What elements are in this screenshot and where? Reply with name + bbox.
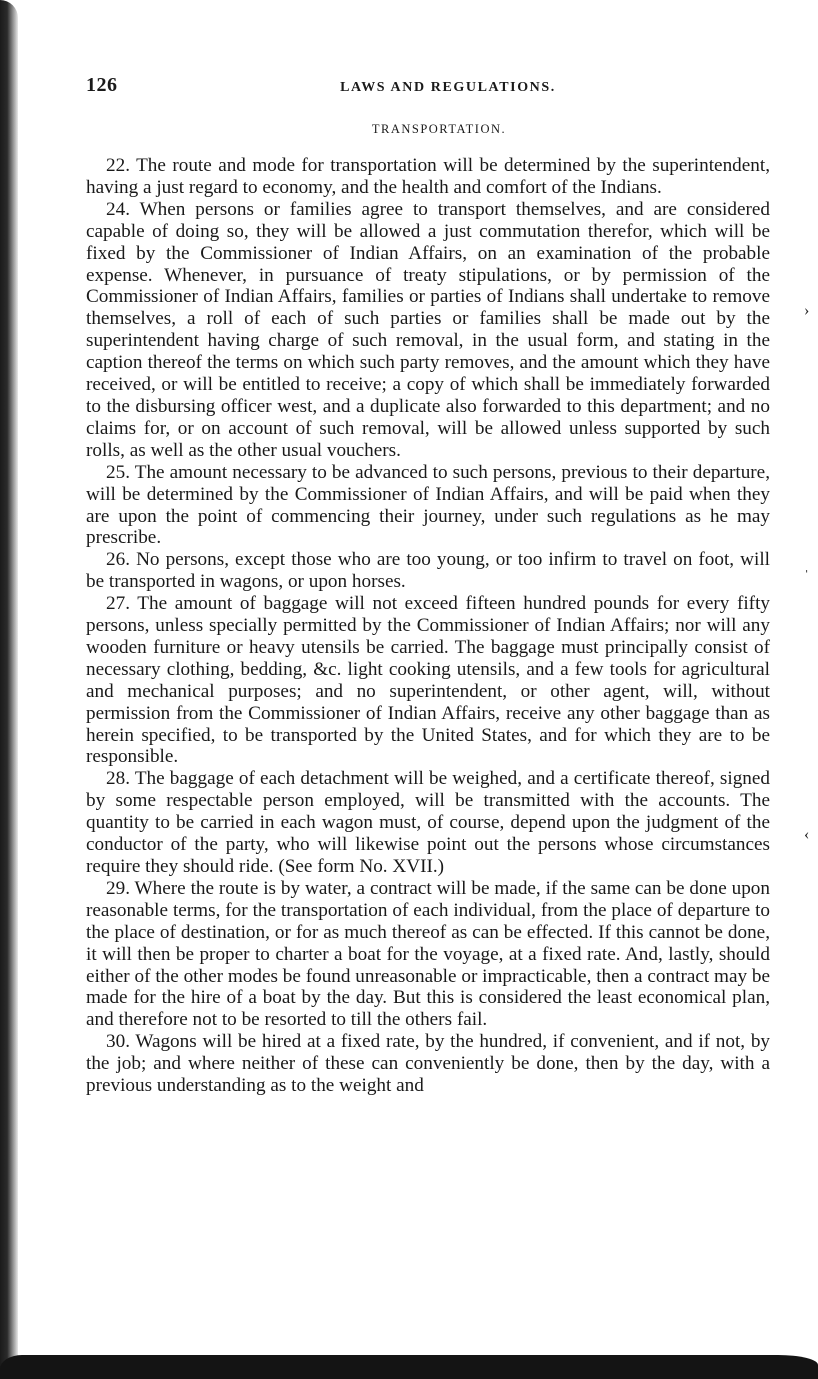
paragraph-26 <box>86 549 770 593</box>
paragraph-30 <box>86 1031 770 1097</box>
page-number: 126 <box>86 74 118 96</box>
paragraph-number: 30. <box>106 1031 130 1053</box>
paragraph-text: No persons, except those who are too young, or too infirm to travel on foot, will be transported in wagons, or upon horses. <box>86 549 771 593</box>
running-title: LAWS AND REGULATIONS. <box>340 80 556 95</box>
paragraph-text: The amount of baggage will not exceed fifteen hundred pounds for every fifty persons, unless specially permitted by the Commissioner of Indian Affairs; nor will any wooden furniture or heavy utensils be carried. The baggage must principally consist of necessary clothing, bedding, &c. light cooking utensils, and a few tools for agricultural and mechanical purposes; and no superintendent, or other agent, will, without permission from the Commissioner of Indian Affairs, receive any other baggage than as herein specified, to be transported by the United States, and for which they are to be responsible. <box>86 593 771 768</box>
paragraph-number: 24. <box>106 198 130 220</box>
paragraph-text: The amount necessary to be advanced to such persons, previous to their departure, will be determined by the Commissioner of Indian Affairs, and will be paid when they are upon the point of commencing their journey, under such regulations as he may prescribe. <box>86 461 770 549</box>
margin-mark-2: ˈ <box>804 568 810 585</box>
running-head <box>86 72 770 106</box>
paragraph-number: 26. <box>106 549 130 571</box>
paragraph-text: The baggage of each detachment will be weighed, and a certificate thereof, signed by some respectable person employed, will be transmitted with the accounts. The quantity to be carried in each wagon must, of course, depend upon the judgment of the conductor of the party, who will likewise point out the persons whose circumstances require they should ride. (See form No. XVII.) <box>86 768 771 877</box>
paragraph-text: Wagons will be hired at a fixed rate, by the hundred, if convenient, and if not, by the job; and where neither of these can conveniently be done, then by the day, with a previous understanding as to the weight and <box>86 1031 771 1097</box>
paragraph-number: 28. <box>106 768 130 790</box>
page-content <box>86 72 770 1097</box>
page-bottom-edge-shadow <box>0 1355 818 1379</box>
page-left-edge-shadow <box>0 0 18 1379</box>
paragraph-22 <box>86 155 770 199</box>
paragraph-24 <box>86 199 770 462</box>
margin-mark-1: › <box>804 302 810 319</box>
paragraph-number: 25. <box>106 461 130 483</box>
paragraph-27 <box>86 593 770 768</box>
paragraph-text: Where the route is by water, a contract will be made, if the same can be done upon reasonable terms, for the transportation of each individual, from the place of departure to the place of destination, or for as much thereof as can be effected. If this cannot be done, it will then be proper to charter a boat for the voyage, at a fixed rate. And, lastly, should either of the other modes be found unreasonable or impracticable, then a contract may be made for the hire of a boat by the day. But this is considered the least economical plan, and therefore not to be resorted to till the others fail. <box>86 877 770 1031</box>
paragraph-29 <box>86 878 770 1031</box>
margin-mark-3: ‹ <box>804 826 810 843</box>
paragraph-28 <box>86 768 770 878</box>
paragraph-number: 29. <box>106 877 130 899</box>
paragraph-number: 22. <box>106 155 130 176</box>
paragraph-text: When persons or families agree to transport themselves, and are considered capable of doing so, they will be allowed a just commutation therefor, which will be fixed by the Commissioner of Indian Affairs, on an examination of the probable expense. Whenever, in pursuance of treaty stipulations, or by permission of the Commissioner of Indian Affairs, families or parties of Indians shall undertake to remove themselves, a roll of each of such parties or families shall be made out by the superintendent having charge of such removal, in the usual form, and stating in the caption thereof the terms on which such party removes, and the amount which they have received, or will be entitled to receive; a copy of which shall be immediately forwarded to the disbursing officer west, and a duplicate also forwarded to this department; and no claims for, or on account of such removal, will be allowed unless supported by such rolls, as well as the other usual vouchers. <box>86 198 770 461</box>
paragraph-text: The route and mode for transportation will be determined by the superintendent, having a just regard to economy, and the health and comfort of the Indians. <box>86 155 771 198</box>
paragraph-number: 27. <box>106 593 130 615</box>
paragraph-25 <box>86 462 770 550</box>
section-title: TRANSPORTATION. <box>371 122 507 136</box>
